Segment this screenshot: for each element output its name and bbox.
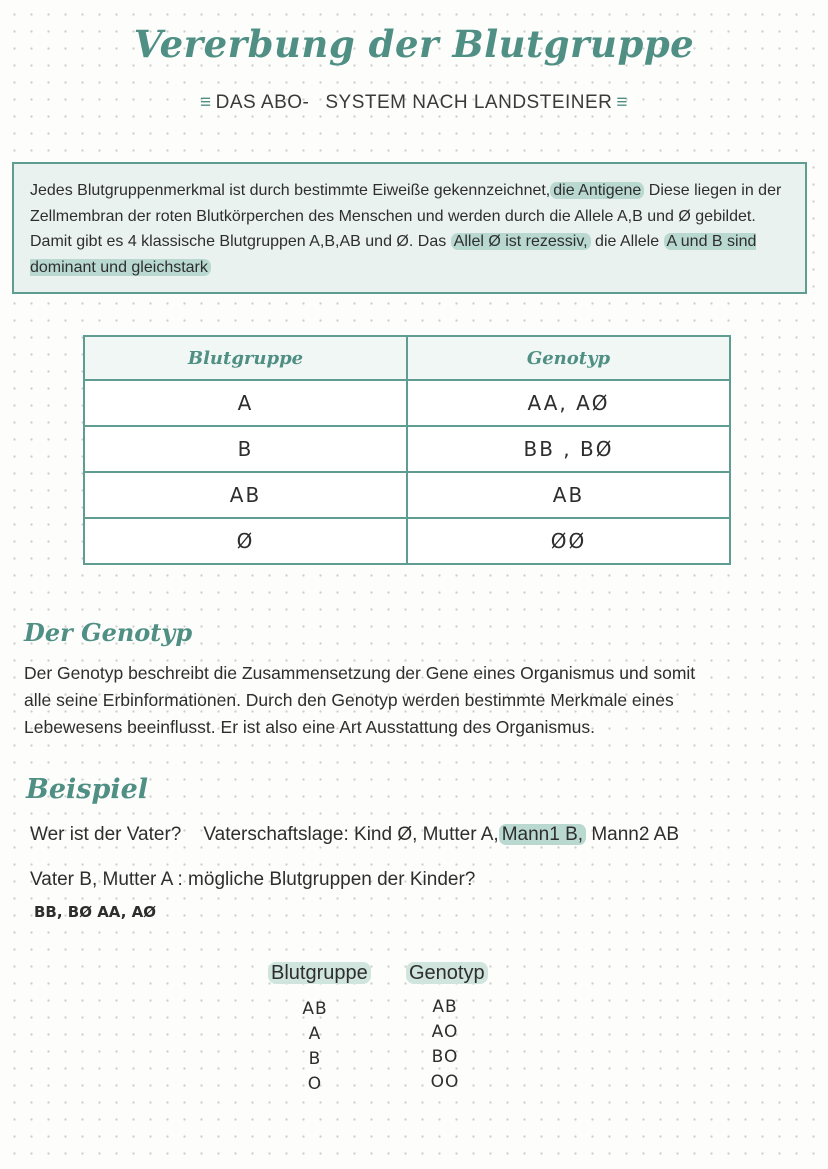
list-item: B	[308, 1049, 322, 1069]
intro-segment-1: Jedes Blutgruppenmerkmal ist durch bestimmte Eiweiße gekennzeichnet,	[30, 182, 551, 199]
left-lines-icon: ≡	[200, 92, 212, 113]
intro-box	[12, 162, 807, 294]
beispiel-line3: BB, BØ AA, AØ	[34, 903, 156, 921]
list-item: AB	[432, 997, 458, 1017]
table-row	[84, 518, 730, 564]
table-header-genotyp: Genotyp	[407, 336, 730, 380]
table-header-blutgruppe: Blutgruppe	[84, 336, 407, 380]
table-cell-blutgruppe: A	[84, 380, 407, 426]
subtitle-part2: SYSTEM NACH LANDSTEINER	[325, 92, 613, 113]
right-lines-icon: ≡	[616, 92, 628, 113]
list-item: AB	[302, 999, 328, 1019]
intro-segment-3: die Allele	[590, 233, 664, 250]
result-blutgruppen-list	[290, 997, 340, 1097]
table-cell-blutgruppe: AB	[84, 472, 407, 518]
table-cell-blutgruppe: Ø	[84, 518, 407, 564]
list-item: BO	[431, 1047, 459, 1067]
table-cell-genotyp: BB , BØ	[407, 426, 730, 472]
list-item: O	[307, 1074, 323, 1094]
intro-highlight-dominant: A und B sind dominant und gleichstark	[30, 233, 757, 276]
table-cell-genotyp: ØØ	[407, 518, 730, 564]
table-row	[84, 380, 730, 426]
genotyp-text: Der Genotyp beschreibt die Zusammensetzung der Gene eines Organismus und somit alle seine Erbinformationen. Durch den Genotyp werden bestimmte Merkmale eines Lebewesens beeinflusst. Er ist also eine Art Ausstattung des Organismus.	[24, 663, 696, 737]
table-row	[84, 426, 730, 472]
intro-highlight-antigene: die Antigene	[550, 182, 644, 199]
intro-highlight-rezessiv: Allel Ø ist rezessiv,	[451, 233, 591, 250]
result-header-blutgruppe: Blutgruppe	[268, 962, 371, 985]
list-item: AO	[431, 1022, 459, 1042]
beispiel-case-highlight: Mann1 B,	[499, 824, 586, 845]
blood-type-table	[83, 335, 731, 565]
page-subtitle	[0, 92, 828, 114]
table-cell-blutgruppe: B	[84, 426, 407, 472]
subtitle-part1: DAS ABO-	[215, 92, 310, 113]
beispiel-case-prefix: Vaterschaftslage: Kind Ø, Mutter A,	[203, 824, 499, 845]
beispiel-heading: Beispiel	[26, 774, 149, 805]
beispiel-question-line	[30, 824, 679, 846]
list-item: OO	[430, 1072, 460, 1092]
beispiel-question: Wer ist der Vater?	[30, 824, 182, 845]
genotyp-heading: Der Genotyp	[24, 618, 193, 647]
list-item: A	[308, 1024, 322, 1044]
beispiel-line2: Vater B, Mutter A : mögliche Blutgruppen der Kinder?	[30, 869, 476, 890]
result-header-genotyp: Genotyp	[406, 962, 488, 985]
beispiel-case-suffix: Mann2 AB	[586, 824, 679, 845]
page-title: Vererbung der Blutgruppe	[133, 22, 695, 66]
table-cell-genotyp: AA, AØ	[407, 380, 730, 426]
table-cell-genotyp: AB	[407, 472, 730, 518]
table-row	[84, 472, 730, 518]
table-header-row	[84, 336, 730, 380]
intro-segment-2: Diese liegen in der Zellmembran der roten Blutkörperchen des Menschen und werden durch die Allele A,B und Ø gebildet. Damit gibt es 4 klassische Blutgruppen A,B,AB und Ø. Das	[30, 182, 782, 250]
intro-text	[30, 178, 791, 280]
result-genotypen-list	[420, 995, 470, 1095]
